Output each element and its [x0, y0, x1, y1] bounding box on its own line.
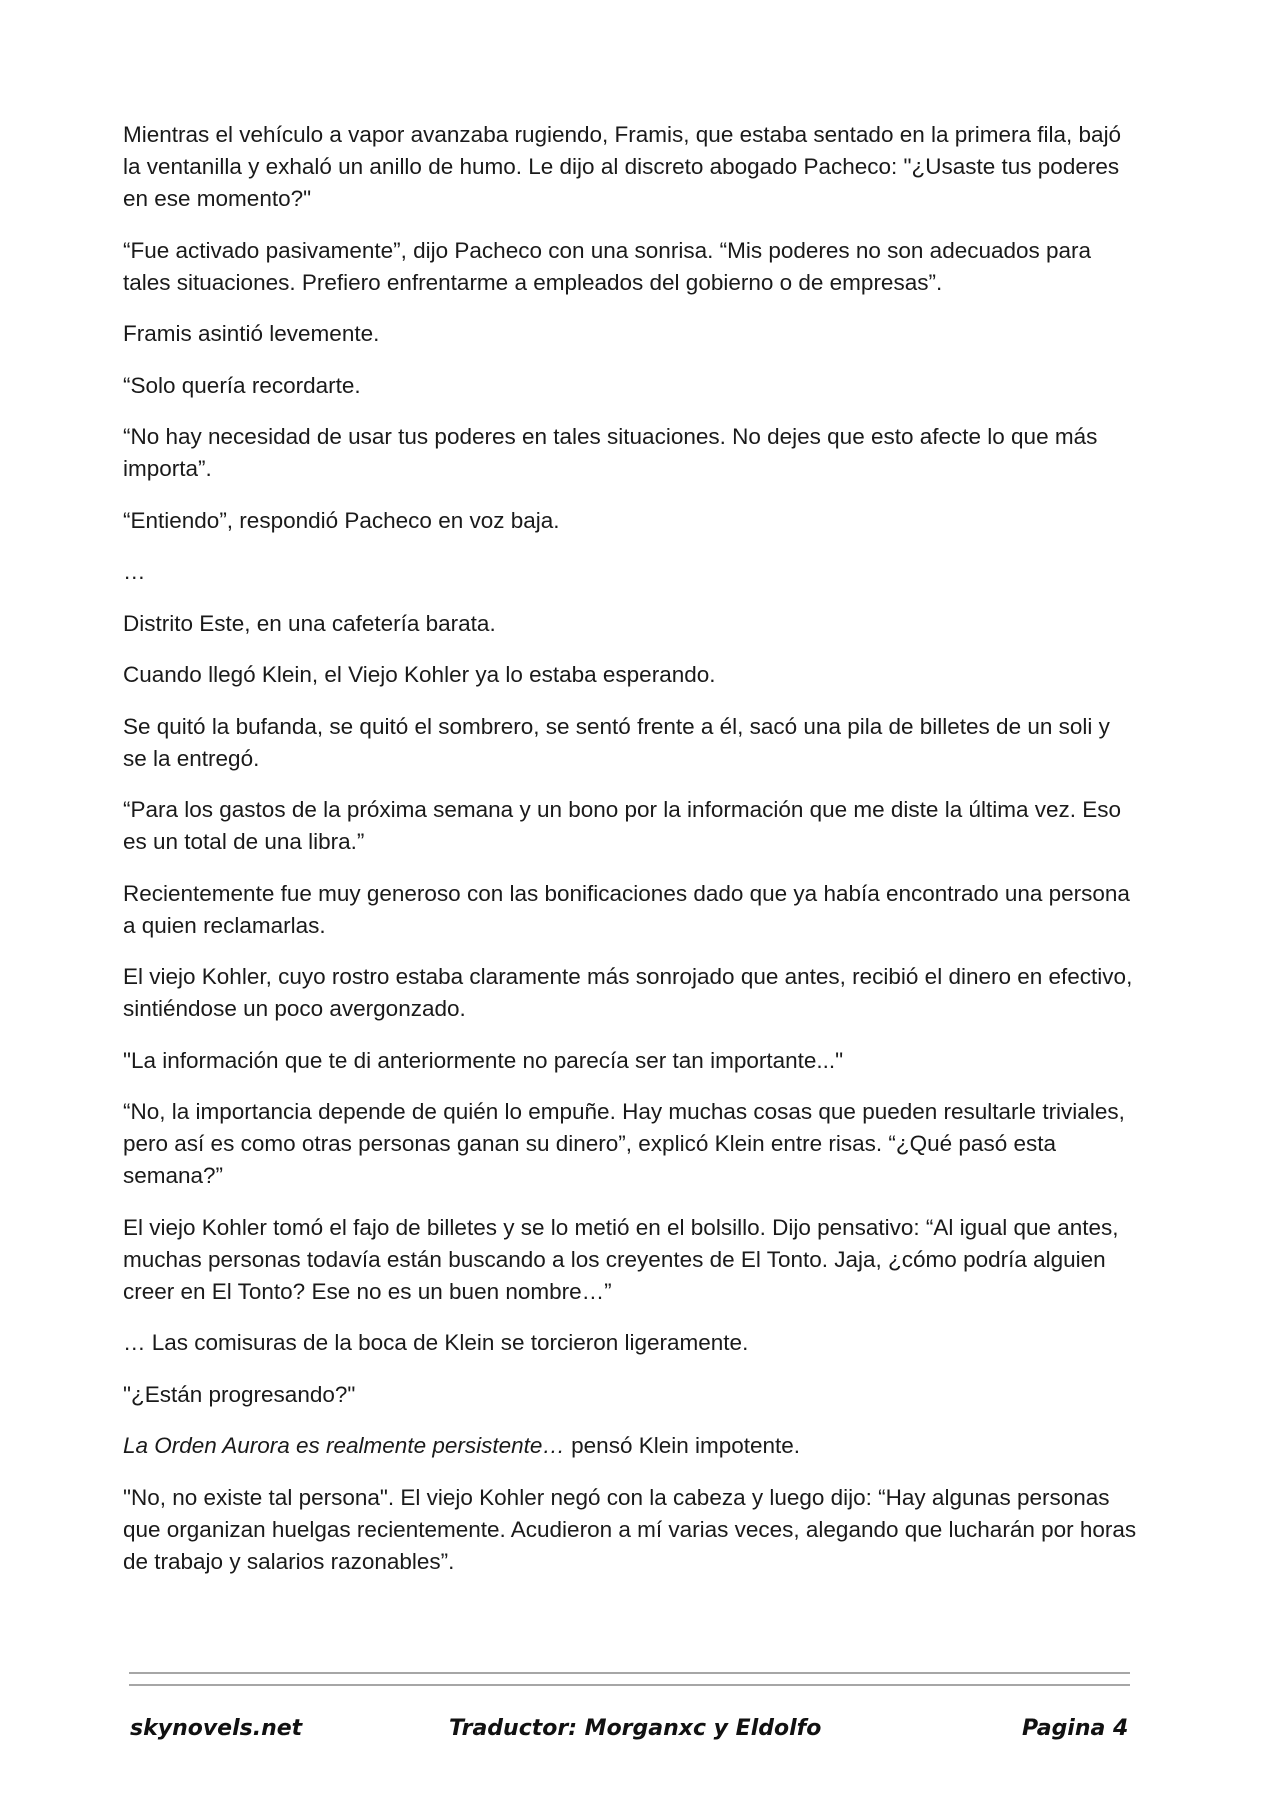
- paragraph: Framis asintió levemente.: [123, 321, 380, 346]
- paragraph: Cuando llegó Klein, el Viejo Kohler ya lo estaba esperando.: [123, 662, 716, 687]
- paragraph: … Las comisuras de la boca de Klein se torcieron ligeramente.: [123, 1330, 749, 1355]
- footer-translator: Traductor: Morganxc y Eldolfo: [449, 1716, 822, 1741]
- thought-italic-text: La Orden Aurora es realmente persistente…: [123, 1433, 565, 1458]
- paragraph: El viejo Kohler, cuyo rostro estaba claramente más sonrojado que antes, recibió el dinero en efectivo, sintiéndose un poco avergonzado.: [123, 964, 1133, 1021]
- paragraph: Distrito Este, en una cafetería barata.: [123, 610, 496, 636]
- paragraph: “Solo quería recordarte.: [123, 372, 361, 398]
- paragraph: “Entiendo”, respondió Pacheco en voz baja.: [123, 507, 560, 533]
- footer-divider: [129, 1672, 1130, 1674]
- paragraph: “No hay necesidad de usar tus poderes en tales situaciones. No dejes que esto afecte lo que más importa”.: [123, 424, 1098, 481]
- footer-page-number: Pagina 4: [1022, 1716, 1129, 1741]
- paragraph: "¿Están progresando?": [123, 1381, 356, 1407]
- paragraph: "No, no existe tal persona". El viejo Kohler negó con la cabeza y luego dijo: “Hay algunas personas que organizan huelgas recientemente. Acudieron a mí varias veces, alegando que lucharán por horas de trabajo y salarios razonables”.: [123, 1484, 1137, 1574]
- paragraph: Se quitó la bufanda, se quitó el sombrero, se sentó frente a él, sacó una pila de billetes de un soli y se la entregó.: [123, 713, 1110, 771]
- scene-break: …: [123, 559, 146, 584]
- paragraph: “No, la importancia depende de quién lo empuñe. Hay muchas cosas que pueden resultarle triviales, pero así es como otras personas ganan su dinero”, explicó Klein entre risas. “¿Qué pasó esta semana?”: [123, 1099, 1125, 1188]
- footer-site: skynovels.net: [130, 1716, 303, 1741]
- paragraph: El viejo Kohler tomó el fajo de billetes y se lo metió en el bolsillo. Dijo pensativo: “Al igual que antes, muchas personas todavía están buscando a los creyentes de El Tonto. Jaja, ¿cómo podría alguien creer en El Tonto? Ese no es un buen nombre…”: [123, 1214, 1119, 1304]
- paragraph: "La información que te di anteriormente no parecía ser tan importante...": [123, 1047, 844, 1073]
- paragraph: Recientemente fue muy generoso con las bonificaciones dado que ya había encontrado una persona a quien reclamarlas.: [123, 880, 1130, 938]
- paragraph: “Para los gastos de la próxima semana y un bono por la información que me diste la última vez. Eso es un total de una libra.”: [123, 797, 1122, 854]
- thought-paragraph: [123, 1430, 1138, 1462]
- thought-rest-text: pensó Klein impotente.: [564, 1433, 801, 1458]
- footer-divider: [129, 1684, 1130, 1686]
- page-footer: [0, 1716, 1280, 1750]
- page-body: [123, 119, 1138, 1597]
- paragraph: Mientras el vehículo a vapor avanzaba rugiendo, Framis, que estaba sentado en la primera fila, bajó la ventanilla y exhaló un anillo de humo. Le dijo al discreto abogado Pacheco: "¿Usaste tus poderes en ese momento?": [123, 122, 1122, 211]
- paragraph: “Fue activado pasivamente”, dijo Pacheco con una sonrisa. “Mis poderes no son adecuados para tales situaciones. Prefiero enfrentarme a empleados del gobierno o de empresas”.: [123, 237, 1092, 295]
